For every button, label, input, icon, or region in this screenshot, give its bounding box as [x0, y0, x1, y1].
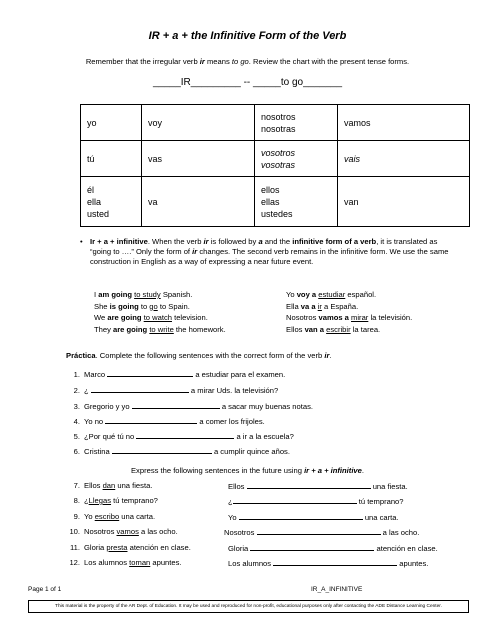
- examples-english: [94, 289, 226, 335]
- pronoun-cell: él ella usted: [81, 177, 142, 227]
- example-line: They are going to write the homework.: [94, 324, 226, 334]
- answer-line: Gloria atención en clase.: [228, 544, 438, 553]
- table-row: [81, 105, 470, 141]
- table-row: [81, 141, 470, 177]
- exercise-item: 3. Gregorio y yo a sacar muy buenas notas.: [73, 402, 313, 411]
- form-plural-cell: vais: [338, 141, 470, 177]
- exercise-item: 11. Gloria presta atención en clase.: [70, 543, 191, 552]
- table-row: [81, 177, 470, 227]
- conjugation-table: [80, 104, 470, 227]
- answer-blank[interactable]: [273, 558, 397, 566]
- answer-line: Yo una carta.: [228, 513, 399, 522]
- example-line: Ellos van a escribir la tarea.: [286, 324, 381, 334]
- example-line: She is going to go to Spain.: [94, 301, 190, 311]
- pronoun-plural-cell: ellos ellas ustedes: [255, 177, 338, 227]
- example-line: Yo voy a estudiar español.: [286, 290, 377, 299]
- form-plural-cell: van: [338, 177, 470, 227]
- exercise-item: 5. ¿Por qué tú no a ir a la escuela?: [73, 432, 294, 441]
- pronoun-cell: tú: [81, 141, 142, 177]
- exercise-item: 12. Los alumnos toman apuntes.: [69, 558, 182, 567]
- exercise-item: 9. Yo escribo una carta.: [73, 512, 156, 521]
- answer-line: ¿ tú temprano?: [228, 497, 404, 506]
- answer-line: Ellos una fiesta.: [228, 482, 408, 491]
- form-cell: voy: [142, 105, 255, 141]
- answer-blank[interactable]: [239, 512, 363, 520]
- pronoun-plural-cell: vosotros vosotras: [255, 141, 338, 177]
- exercise-item: 7. Ellos dan una fiesta.: [73, 481, 153, 490]
- practica-instructions: Práctica. Complete the following sentences with the correct form of the verb ir.: [66, 351, 332, 360]
- answer-blank[interactable]: [112, 446, 212, 454]
- disclaimer-box: This material is the property of the AR Dept. of Education. It may be used and reproduced for non-profit, educational purposes only after contacting the ADE Distance Learning Center.: [28, 600, 469, 613]
- answer-blank[interactable]: [233, 496, 357, 504]
- example-line: I am going to study Spanish.: [94, 290, 193, 299]
- exercise-item: 6. Cristina a cumplir quince años.: [73, 447, 290, 456]
- answer-blank[interactable]: [107, 369, 193, 377]
- example-line: Ella va a ir a España.: [286, 301, 359, 311]
- answer-blank[interactable]: [247, 481, 371, 489]
- bullet-icon: •: [80, 237, 83, 246]
- exercise-item: 2. ¿ a mirar Uds. la televisión?: [73, 386, 279, 395]
- answer-blank[interactable]: [257, 527, 381, 535]
- verb-form-line: _____IR_________ -- _____to go_______: [152, 77, 343, 88]
- exercise-item: 4. Yo no a comer los frijoles.: [73, 417, 265, 426]
- answer-blank[interactable]: [136, 431, 234, 439]
- answer-blank[interactable]: [91, 385, 189, 393]
- answer-line: Nosotros a las ocho.: [224, 528, 420, 537]
- exercise-item: 1. Marco a estudiar para el examen.: [73, 370, 286, 379]
- pronoun-cell: yo: [81, 105, 142, 141]
- document-code: IR_A_INFINITIVE: [311, 586, 363, 593]
- rule-paragraph: • Ir + a + infinitive. When the verb ir is followed by a and the infinitive form of a verb, it is translated as “going to ….” Only the form of ir changes. The second verb remains in the infinitive form. We use the same construction in English as a way of expressing a near future event.: [80, 237, 449, 266]
- answer-blank[interactable]: [132, 401, 220, 409]
- exercise-item: 10. Nosotros vamos a las ocho.: [69, 527, 178, 536]
- pronoun-plural-cell: nosotros nosotras: [255, 105, 338, 141]
- answer-blank[interactable]: [250, 543, 374, 551]
- page-number: Page 1 of 1: [28, 586, 62, 593]
- answer-line: Los alumnos apuntes.: [228, 559, 429, 568]
- intro-text: Remember that the irregular verb ir means to go. Review the chart with the present tense forms.: [85, 57, 410, 66]
- express-instructions: Express the following sentences in the future using ir + a + infinitive.: [130, 466, 365, 475]
- example-line: Nosotros vamos a mirar la televisión.: [286, 313, 413, 322]
- exercise-item: 8. ¿Llegas tú temprano?: [73, 496, 158, 505]
- form-plural-cell: vamos: [338, 105, 470, 141]
- form-cell: vas: [142, 141, 255, 177]
- answer-blank[interactable]: [105, 416, 197, 424]
- examples-spanish: [286, 289, 412, 335]
- form-cell: va: [142, 177, 255, 227]
- example-line: We are going to watch television.: [94, 313, 208, 322]
- page-title: IR + a + the Infinitive Form of the Verb: [148, 30, 347, 42]
